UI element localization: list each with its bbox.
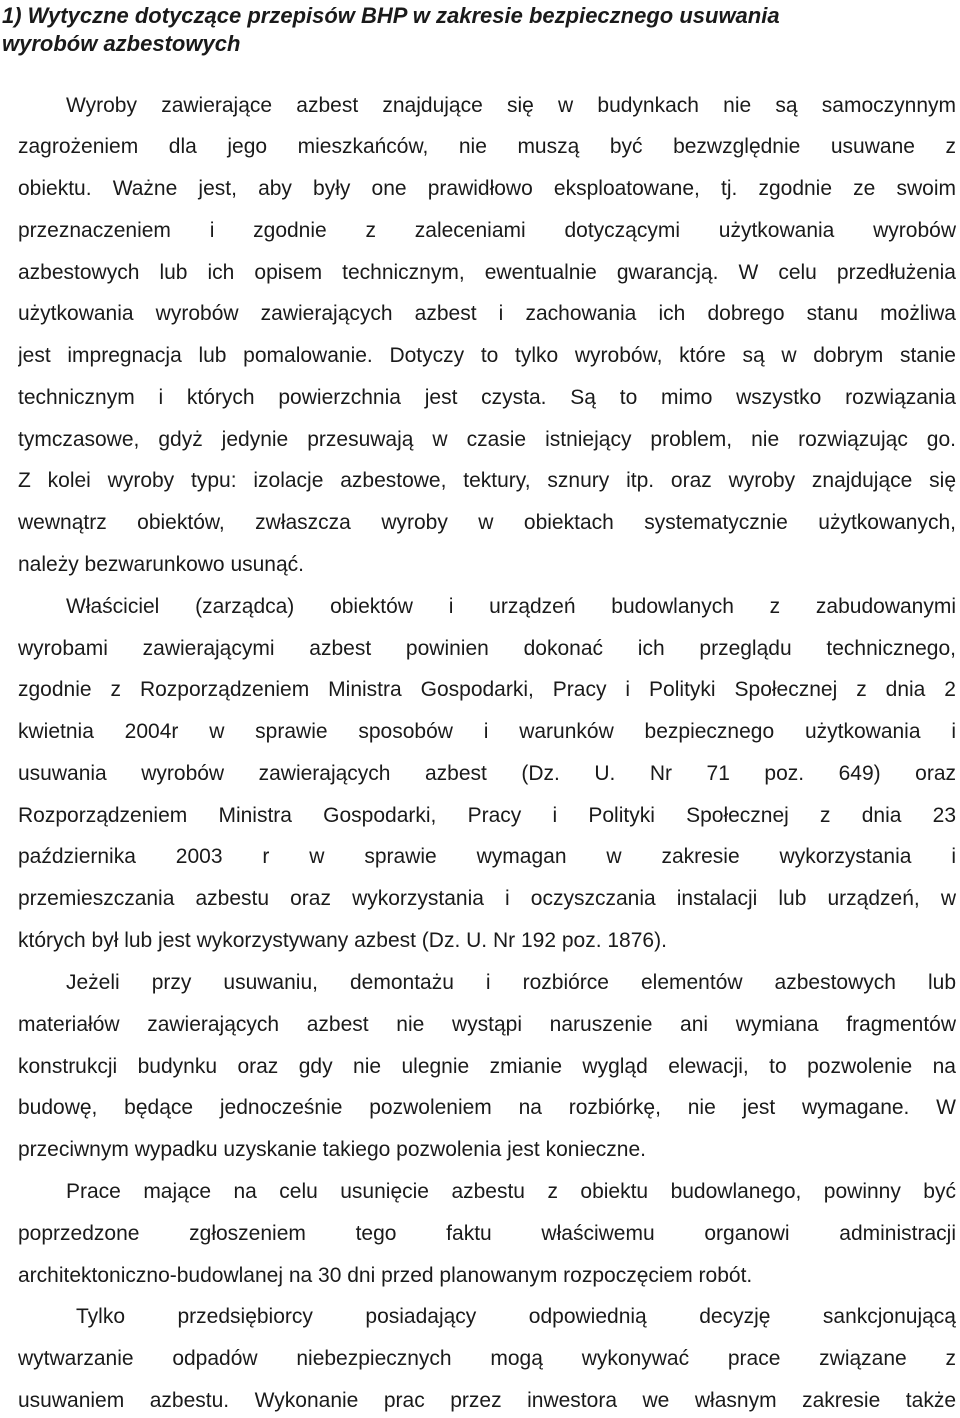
paragraph-line: zgodnie z Rozporządzeniem Ministra Gospodarki, Pracy i Polityki Społecznej z dnia 2: [18, 678, 956, 701]
paragraph-line: zagrożeniem dla jego mieszkańców, nie muszą być bezwzględnie usuwane z: [18, 135, 956, 158]
paragraph-line: usuwaniem azbestu. Wykonanie prac przez inwestora we własnym zakresie także: [18, 1389, 956, 1412]
paragraph-line: których był lub jest wykorzystywany azbest (Dz. U. Nr 192 poz. 1876).: [18, 929, 667, 952]
paragraph-line: Wyroby zawierające azbest znajdujące się w budynkach nie są samoczynnym: [66, 94, 956, 117]
paragraph-line: konstrukcji budynku oraz gdy nie ulegnie zmianie wygląd elewacji, to pozwolenie na: [18, 1055, 956, 1078]
paragraph-line: kwietnia 2004r w sprawie sposobów i warunków bezpiecznego użytkowania i: [18, 720, 956, 743]
paragraph-line: należy bezwarunkowo usunąć.: [18, 553, 305, 576]
paragraph-line: technicznym i których powierzchnia jest czysta. Są to mimo wszystko rozwiązania: [18, 386, 956, 409]
paragraph-line: Rozporządzeniem Ministra Gospodarki, Pracy i Polityki Społecznej z dnia 23: [18, 804, 956, 827]
paragraph-line: Z kolei wyroby typu: izolacje azbestowe, tektury, sznury itp. oraz wyroby znajdujące się: [18, 469, 956, 492]
paragraph-line: jest impregnacja lub pomalowanie. Dotyczy to tylko wyrobów, które są w dobrym stanie: [18, 344, 956, 367]
paragraph-line: azbestowych lub ich opisem technicznym, ewentualnie gwarancją. W celu przedłużenia: [18, 261, 956, 284]
paragraph-line: Właściciel (zarządca) obiektów i urządzeń budowlanych z zabudowanymi: [66, 595, 956, 618]
paragraph-line: przemieszczania azbestu oraz wykorzystania i oczyszczania instalacji lub urządzeń, w: [18, 887, 956, 910]
paragraph-line: użytkowania wyrobów zawierających azbest i zachowania ich dobrego stanu możliwa: [18, 302, 956, 325]
paragraph-line: tymczasowe, gdyż jedynie przesuwają w czasie istniejący problem, nie rozwiązując go.: [18, 428, 956, 451]
paragraph-line: wytwarzanie odpadów niebezpiecznych mogą wykonywać prace związane z: [18, 1347, 956, 1370]
paragraph-line: budowę, będące jednocześnie pozwoleniem na rozbiórkę, nie jest wymagane. W: [18, 1096, 956, 1119]
paragraph-line: Tylko przedsiębiorcy posiadający odpowiednią decyzję sankcjonującą: [76, 1305, 956, 1328]
paragraph-line: przeciwnym wypadku uzyskanie takiego pozwolenia jest konieczne.: [18, 1138, 646, 1161]
paragraph-line: wyrobami zawierającymi azbest powinien dokonać ich przeglądu technicznego,: [18, 637, 956, 660]
section-title-line-2: wyrobów azbestowych: [2, 31, 241, 56]
paragraph-line: architektoniczno-budowlanej na 30 dni przed planowanym rozpoczęciem robót.: [18, 1264, 753, 1287]
paragraph-line: materiałów zawierających azbest nie wystąpi naruszenie ani wymiana fragmentów: [18, 1013, 956, 1036]
paragraph-line: poprzedzone zgłoszeniem tego faktu właściwemu organowi administracji: [18, 1222, 956, 1245]
paragraph-line: przeznaczeniem i zgodnie z zaleceniami dotyczącymi użytkowania wyrobów: [18, 219, 956, 242]
paragraph-line: wewnątrz obiektów, zwłaszcza wyroby w obiektach systematycznie użytkowanych,: [18, 511, 956, 534]
paragraph-line: Jeżeli przy usuwaniu, demontażu i rozbiórce elementów azbestowych lub: [66, 971, 956, 994]
paragraph-line: obiektu. Ważne jest, aby były one prawidłowo eksploatowane, tj. zgodnie ze swoim: [18, 177, 956, 200]
paragraph-line: Prace mające na celu usunięcie azbestu z obiektu budowlanego, powinny być: [66, 1180, 956, 1203]
paragraph-line: usuwania wyrobów zawierających azbest (Dz. U. Nr 71 poz. 649) oraz: [18, 762, 956, 785]
section-title-line-1: 1) Wytyczne dotyczące przepisów BHP w zakresie bezpiecznego usuwania: [2, 3, 780, 28]
paragraph-line: października 2003 r w sprawie wymagan w zakresie wykorzystania i: [18, 845, 956, 868]
